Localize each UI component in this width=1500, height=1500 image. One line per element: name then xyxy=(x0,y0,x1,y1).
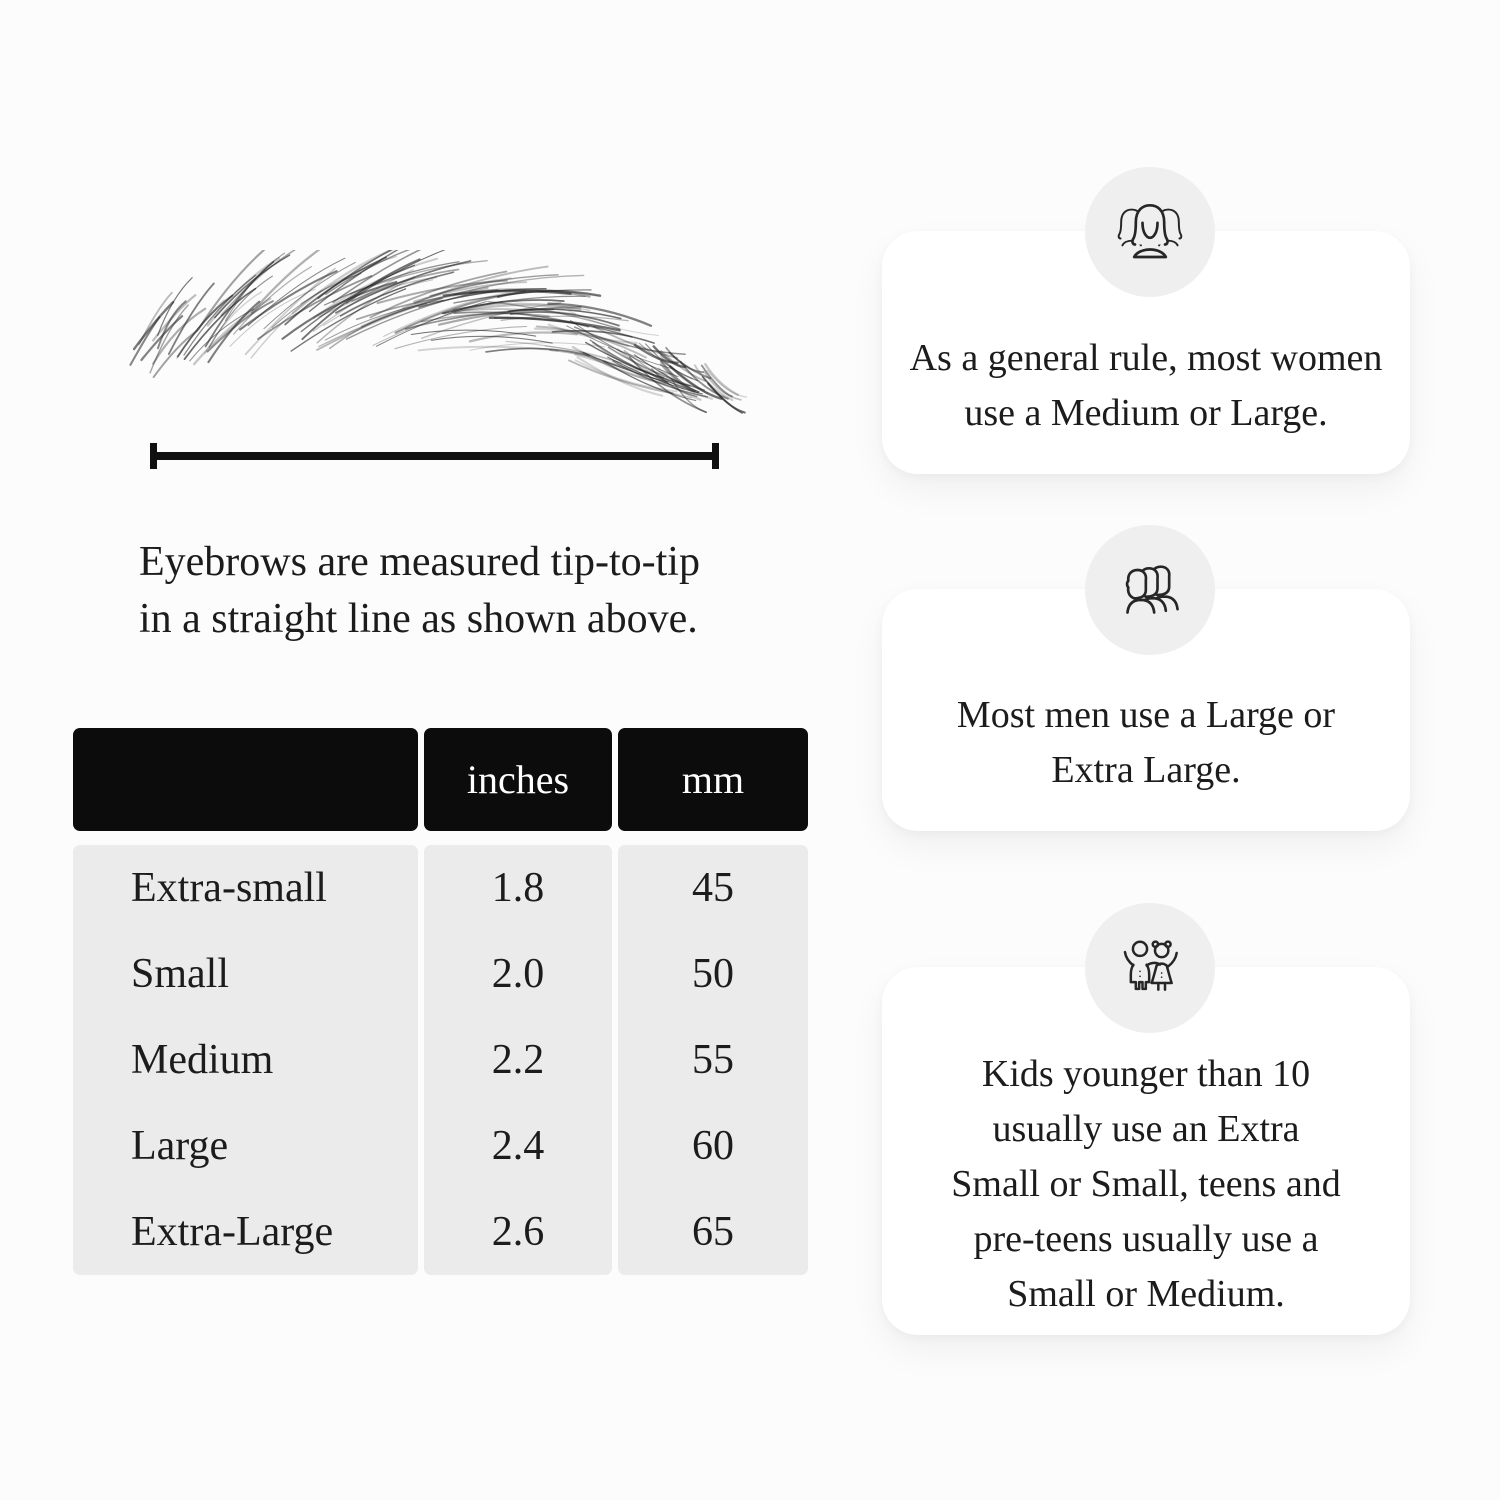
measurement-caption xyxy=(139,534,700,648)
children-icon xyxy=(1110,928,1190,1008)
card-kids-line2: usually use an Extra xyxy=(992,1107,1300,1150)
table-row-label: Medium xyxy=(131,1037,274,1083)
size-table-inches-column xyxy=(424,845,612,1275)
eyebrow-illustration xyxy=(122,250,747,420)
icon-circle-men xyxy=(1085,525,1215,655)
woman-figure-front xyxy=(1132,205,1167,257)
measurement-line-bar xyxy=(150,452,719,460)
icon-circle-kids xyxy=(1085,903,1215,1033)
card-kids-line3: Small or Small, teens and xyxy=(951,1162,1341,1205)
girl-figure xyxy=(1152,942,1177,990)
table-cell-mm: 50 xyxy=(692,951,734,997)
card-men-line1: Most men use a Large or xyxy=(956,694,1336,736)
table-cell-inches: 2.0 xyxy=(491,951,545,997)
table-row-label: Extra-Large xyxy=(131,1209,334,1255)
table-cell-mm: 60 xyxy=(692,1123,734,1169)
size-table-mm-column xyxy=(618,845,808,1275)
table-row-label: Small xyxy=(131,951,230,997)
table-row-label: Large xyxy=(131,1123,229,1169)
measurement-caption-line1: Eyebrows are measured tip-to-tip xyxy=(139,539,700,585)
size-table-label-column xyxy=(73,845,418,1275)
table-cell-inches: 2.4 xyxy=(491,1123,545,1169)
size-table-header-mm: mm xyxy=(618,728,808,831)
card-women-line1: As a general rule, most women xyxy=(909,336,1383,379)
size-table-header-empty xyxy=(73,728,418,831)
table-cell-inches: 1.8 xyxy=(491,865,545,911)
table-row-label: Extra-small xyxy=(131,865,327,911)
size-table xyxy=(73,728,808,1275)
measurement-caption-line2: in a straight line as shown above. xyxy=(139,596,698,642)
table-cell-mm: 55 xyxy=(692,1037,734,1083)
size-table-header-inches: inches xyxy=(424,728,612,831)
eyebrow-hair xyxy=(470,332,577,341)
table-cell-inches: 2.2 xyxy=(491,1037,545,1083)
eyebrow-hair xyxy=(130,317,159,365)
women-group-icon xyxy=(1110,192,1190,272)
card-kids-line1: Kids younger than 10 xyxy=(981,1052,1311,1095)
eyebrow-sketch-svg xyxy=(122,250,747,420)
card-kids-line5: Small or Medium. xyxy=(1007,1272,1285,1315)
card-women-line2: use a Medium or Large. xyxy=(964,391,1328,434)
eyebrow-hair xyxy=(415,267,548,303)
measurement-line xyxy=(150,443,719,469)
icon-circle-women xyxy=(1085,167,1215,297)
card-kids-line4: pre-teens usually use a xyxy=(973,1217,1319,1260)
table-cell-mm: 65 xyxy=(692,1209,734,1255)
table-cell-mm: 45 xyxy=(692,865,734,911)
table-cell-inches: 2.6 xyxy=(491,1209,545,1255)
men-group-icon xyxy=(1110,550,1190,630)
card-men-line2: Extra Large. xyxy=(1051,749,1241,791)
measurement-line-right-cap xyxy=(712,443,719,469)
